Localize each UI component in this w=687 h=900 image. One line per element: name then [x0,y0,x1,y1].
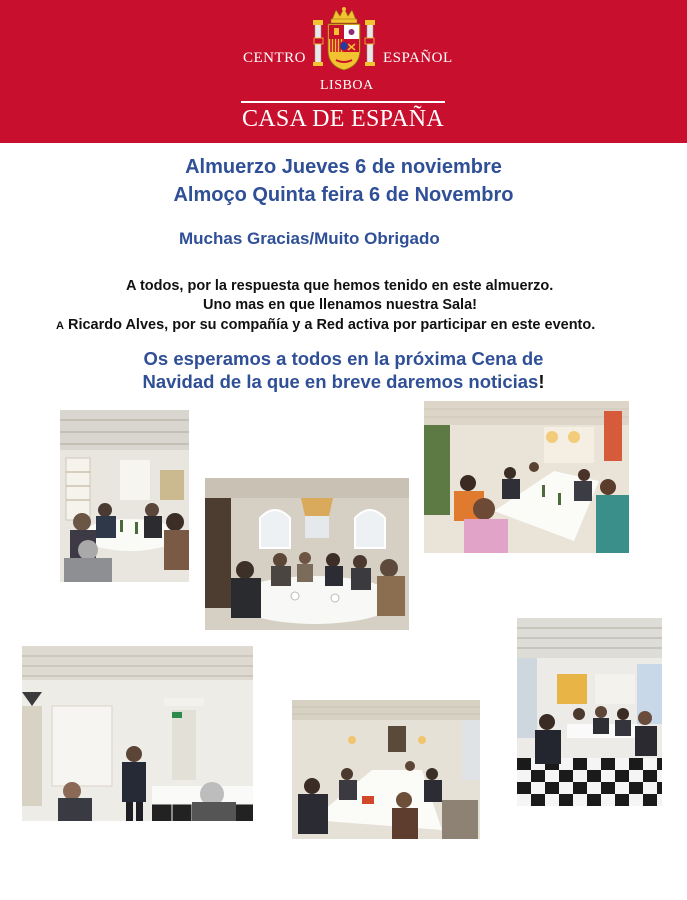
invite-line-2 [0,371,687,393]
event-photo-6 [517,618,662,806]
org-title: CASA DE ESPAÑA [241,106,445,132]
event-photo-1 [60,410,189,582]
invite-line-1: Os esperamos a todos en la próxima Cena de [143,348,544,369]
message-line-3-text: Ricardo Alves, por su compañía y a Red activa por participar en este evento. [63,317,596,333]
event-title-pt: Almoço Quinta feira 6 de Novembro [173,184,514,206]
coat-of-arms-icon [312,6,376,72]
org-name-right: ESPAÑOL [383,50,453,66]
header-banner [0,0,687,143]
event-title-es: Almuerzo Jueves 6 de noviembre [185,156,502,178]
message-line-3 [56,317,595,333]
message-line-1: A todos, por la respuesta que hemos tenido en este almuerzo. [126,278,554,294]
org-name-left: CENTRO [243,50,306,66]
message-line-3-initial: A [56,320,64,332]
invite-line-2-end: ! [538,371,545,392]
header-divider [241,101,445,103]
thanks-heading: Muchas Gracias/Muito Obrigado [179,229,440,248]
message-line-2: Uno mas en que llenamos nuestra Sala! [203,297,477,313]
event-photo-5 [292,700,480,839]
event-photo-2 [205,478,409,630]
org-city: LISBOA [320,78,374,93]
event-photo-4 [22,646,253,821]
event-photo-3 [424,401,629,553]
invite-line-2-text: Navidad de la que en breve daremos noticias [142,371,539,392]
